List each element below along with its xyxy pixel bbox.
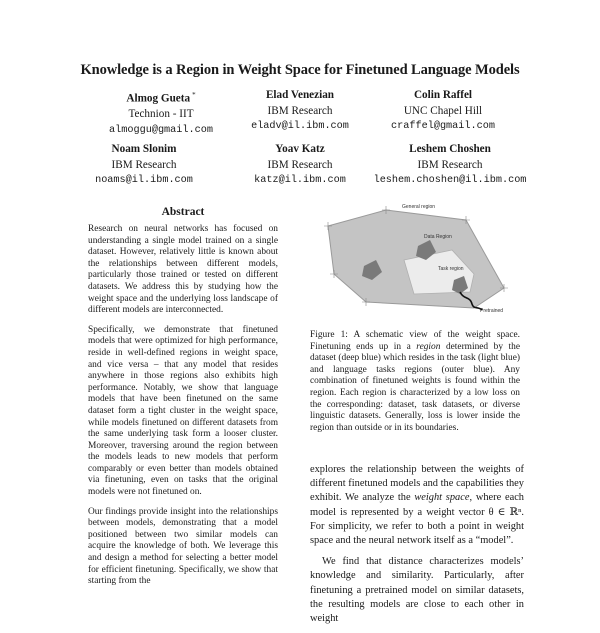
abstract-paragraph: Our findings provide insight into the relationships between models, demonstrating that a model positioned between two similar models can acquire the knowledge of both. We leverage this and design a method for selecting a better model for efficient finetuning. Specifically, we show that starting from the (88, 506, 278, 587)
figure-weight-space (306, 200, 522, 322)
figure-caption: Figure 1: A schematic view of the weight space. Finetuning ends up in a region determined by the dataset (deep blue) which resides in the task (light blue) and language tasks regions (outer blue). Any combination of finetuned weights is found within the region. Each region is characterized by a low loss on the corresponding: dataset, task datasets, or diverse linguistic datasets. Generally, loss is lower inside the region than outside or in its boundaries. (310, 330, 521, 433)
abstract-paragraph: Research on neural networks has focused on understanding a single model trained on a single dataset. However, relatively little is known about the relationships between different models, particularly those trained or tested on different datasets. We address this by studying how the weight space and the underlying loss landscape of different models are interconnected. (88, 224, 278, 316)
author-email: noams@il.ibm.com (95, 175, 193, 186)
author-email: katz@il.ibm.com (254, 175, 346, 186)
abstract-text (88, 224, 278, 596)
author-email: almoggu@gmail.com (109, 124, 213, 136)
label-data-region: Data Region (424, 234, 452, 240)
body-emphasis: weight space (414, 492, 470, 504)
author-name: Almog Gueta * (126, 91, 196, 105)
author-name: Elad Venezian (265, 89, 335, 101)
author-email: eladv@il.ibm.com (251, 121, 349, 132)
caption-emphasis: region (416, 341, 441, 352)
author-footnote-mark: * (192, 91, 196, 99)
author-block (355, 142, 545, 189)
body-paragraph: explores the relationship between the weights of different finetuned models and the capabilities they exhibit. We analyze the weight space, where each model is represented by a weight vector θ ∈ ℝⁿ. For simplicity, we refer to both a point in weight space and the neural network itself as a “model”. (310, 464, 525, 547)
author-name: Yoav Katz (275, 143, 325, 155)
body-text (310, 463, 524, 633)
author-affiliation: IBM Research (417, 158, 483, 171)
author-affiliation: UNC Chapel Hill (403, 104, 483, 117)
author-block (348, 88, 538, 135)
abstract-paragraph: Specifically, we demonstrate that finetuned models that were optimized for high performance, reside in well-defined regions in weight space, and vice versa – that any model that resides anywhere in those regions also exhibits high performance. Notably, we show that language models that have been finetuned on the same dataset form a tight cluster in the weight space, while models finetuned on different datasets from the same underlying task form a looser cluster. Moreover, traversing around the region between the models leads to new models that perform comparably or even better than models obtained via finetuning, even on tasks that the original models were not finetuned on. (88, 324, 278, 498)
label-task-region: Task region (438, 266, 464, 272)
author-affiliation: IBM Research (111, 158, 177, 171)
author-name: Colin Raffel (413, 89, 473, 101)
author-email: craffel@gmail.com (391, 121, 495, 132)
body-paragraph: We find that distance characterizes models’ knowledge and similarity. Particularly, after finetuning a pretrained model on similar datasets, the resulting models are close to each other in weight (310, 556, 524, 625)
paper-title: Knowledge is a Region in Weight Space for Finetuned Language Models (80, 62, 520, 78)
abstract-heading: Abstract (161, 206, 205, 218)
author-name: Noam Slonim (111, 143, 177, 155)
weight-space-diagram (306, 200, 522, 322)
author-affiliation: Technion - IIT (128, 108, 194, 121)
author-email: leshem.choshen@il.ibm.com (373, 175, 527, 186)
label-pretrained: Pretrained (480, 308, 504, 314)
author-affiliation: IBM Research (267, 158, 333, 171)
label-general-region: General region (402, 204, 436, 210)
author-name: Leshem Choshen (409, 143, 491, 155)
author-affiliation: IBM Research (267, 104, 333, 117)
